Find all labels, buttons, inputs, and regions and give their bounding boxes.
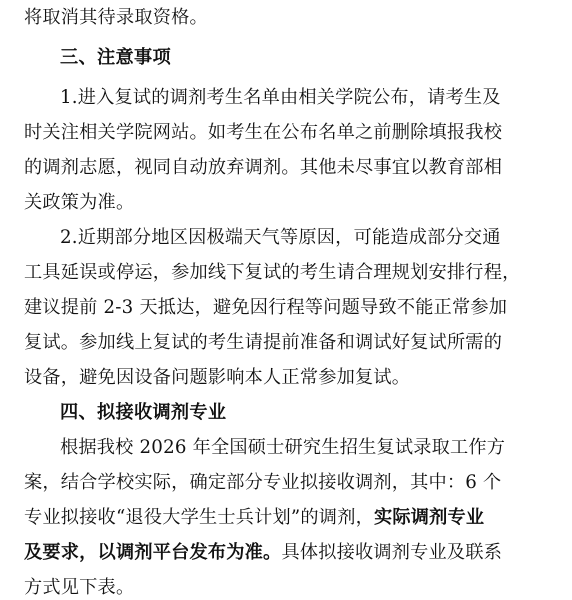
text-line: 方式见下表。	[24, 577, 135, 598]
text-line: 复试。参加线上复试的考生请提前准备和调试好复试所需的	[24, 332, 503, 353]
text-run: 专业拟接收“退役大学生士兵计划”的调剂，	[24, 507, 374, 528]
text-line: 案，结合学校实际，确定部分专业拟接收调剂，其中：6 个	[24, 472, 502, 493]
text-line: 1.进入复试的调剂考生名单由相关学院公布，请考生及	[60, 87, 501, 108]
text-line: 设备，避免因设备问题影响本人正常参加复试。	[24, 367, 411, 388]
text-line: 关政策为准。	[24, 192, 135, 213]
text-line: 建议提前 2-3 天抵达，避免因行程等问题导致不能正常参加	[24, 297, 508, 318]
text-line: 工具延误或停运，参加线下复试的考生请合理规划安排行程，	[24, 262, 521, 283]
text-line: 2.近期部分地区因极端天气等原因，可能造成部分交通	[60, 227, 501, 248]
section-heading-majors: 四、拟接收调剂专业	[60, 402, 227, 423]
text-run: 具体拟接收调剂专业及联系	[281, 542, 503, 563]
text-line: 时关注相关学院网站。如考生在公布名单之前删除填报我校	[24, 122, 503, 143]
section-heading-notes: 三、注意事项	[60, 47, 171, 68]
text-line: 的调剂志愿，视同自动放弃调剂。其他未尽事宜以教育部相	[24, 157, 503, 178]
bold-text-run: 实际调剂专业	[373, 507, 485, 528]
text-line	[24, 506, 484, 530]
text-line: 根据我校 2026 年全国硕士研究生招生复试录取工作方	[60, 437, 506, 458]
text-line: 将取消其待录取资格。	[24, 7, 208, 28]
bold-text-run: 及要求，以调剂平台发布为准。	[24, 542, 282, 563]
text-line	[24, 541, 502, 565]
